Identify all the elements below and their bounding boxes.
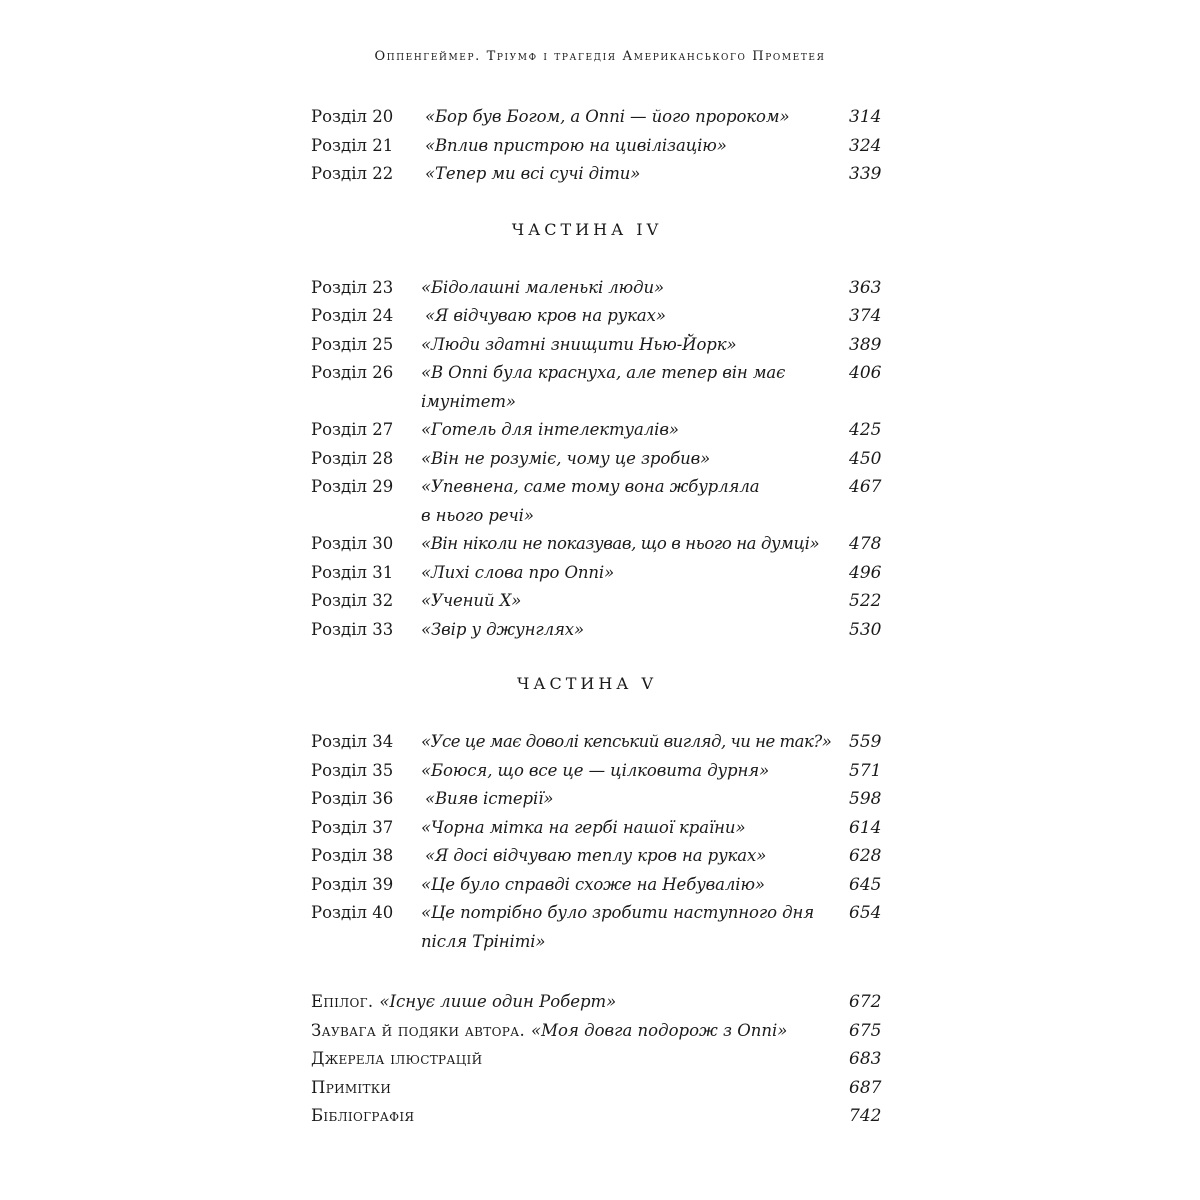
chapter-title: «Боюся, що все це — цілковита дурня» — [421, 760, 770, 780]
chapter-page: 478 — [849, 534, 882, 554]
toc-entry-chapter-25[interactable] — [311, 331, 891, 360]
toc-entry-chapter-39[interactable] — [311, 871, 891, 900]
toc-entry-chapter-24[interactable] — [311, 302, 891, 331]
running-head: Оппенгеймер. Тріумф і трагедія Американського Прометея — [374, 49, 826, 64]
chapter-page: 314 — [849, 107, 882, 127]
chapter-title: «Звір у джунглях» — [421, 619, 585, 639]
toc-entry-epilogue[interactable] — [311, 988, 891, 1017]
chapter-page: 571 — [849, 760, 882, 781]
back-matter-page: 687 — [849, 1077, 882, 1098]
part5-chapter-list — [311, 728, 891, 956]
chapter-title: «Бідолашні маленькі люди» — [421, 277, 664, 297]
chapter-page: 406 — [849, 363, 882, 383]
back-matter-page: 742 — [849, 1106, 882, 1126]
chapter-title: «В Оппі була краснуха, але тепер він має імунітет» — [421, 363, 786, 411]
chapter-label: Розділ 28 — [311, 448, 394, 468]
toc-entry-chapter-40[interactable] — [311, 899, 891, 956]
part-4-heading: ЧАСТИНА IV — [511, 219, 663, 239]
chapter-title: «Він ніколи не показував, що в нього на думці» — [421, 534, 820, 553]
back-matter-page: 672 — [849, 992, 882, 1012]
part-5-heading: ЧАСТИНА V — [516, 674, 658, 693]
chapter-page: 467 — [849, 477, 882, 497]
chapter-page: 654 — [849, 903, 882, 923]
chapter-title: «Вияв істерії» — [425, 789, 554, 808]
part4-chapter-list — [311, 274, 891, 645]
back-matter-list — [311, 988, 891, 1131]
toc-entry-chapter-26[interactable] — [311, 359, 891, 416]
chapter-page: 324 — [849, 135, 882, 156]
chapter-page: 522 — [849, 591, 882, 611]
chapter-label: Розділ 24 — [311, 306, 394, 325]
chapter-title: «Він не розуміє, чому це зробив» — [421, 448, 711, 468]
toc-entry-chapter-31[interactable] — [311, 559, 891, 588]
chapter-page: 614 — [849, 817, 882, 838]
back-matter-page: 675 — [849, 1020, 882, 1041]
chapter-page: 598 — [849, 789, 882, 809]
chapter-title: «Учений Х» — [421, 591, 522, 610]
chapter-title: «Люди здатні знищити Нью-Йорк» — [421, 334, 737, 354]
chapter-label: Розділ 38 — [311, 846, 394, 865]
toc-entry-chapter-33[interactable] — [311, 616, 891, 645]
toc-entry-chapter-20[interactable] — [311, 103, 891, 132]
toc-entry-bibliography[interactable] — [311, 1102, 891, 1131]
chapter-page: 374 — [849, 306, 882, 326]
chapter-title: «Лихі слова про Оппі» — [421, 562, 615, 582]
chapter-label: Розділ 20 — [311, 107, 394, 126]
spacer — [311, 956, 891, 988]
toc-entry-acknowledgements[interactable] — [311, 1017, 891, 1046]
chapter-label: Розділ 32 — [311, 591, 394, 610]
chapter-label: Розділ 26 — [311, 363, 394, 382]
toc-entry-chapter-27[interactable] — [311, 416, 891, 445]
chapter-page: 530 — [849, 619, 882, 640]
chapter-label: Розділ 40 — [311, 903, 394, 922]
chapter-label: Розділ 34 — [311, 732, 394, 751]
chapter-page: 628 — [849, 846, 882, 866]
chapter-label: Розділ 39 — [311, 874, 394, 894]
chapter-label: Розділ 33 — [311, 619, 394, 639]
toc-entry-chapter-34[interactable] — [311, 728, 891, 757]
chapter-page: 363 — [849, 277, 882, 298]
chapter-title: «Вплив пристрою на цивілізацію» — [425, 135, 727, 155]
toc-entry-chapter-29[interactable] — [311, 473, 891, 530]
chapter-title: «Усе це має доволі кепський вигляд, чи не так?» — [421, 732, 832, 751]
chapter-title: «Упевнена, саме тому вона жбурляла в нього речі» — [421, 477, 760, 525]
chapter-title: «Тепер ми всі сучі діти» — [425, 164, 641, 183]
back-matter-title: «Існує лише один Роберт» — [379, 992, 617, 1011]
back-matter-title: «Моя довга подорож з Оппі» — [531, 1020, 788, 1040]
toc-entry-chapter-28[interactable] — [311, 445, 891, 474]
chapter-title: «Це потрібно було зробити наступного дня після Трініті» — [421, 903, 815, 951]
toc-entry-chapter-36[interactable] — [311, 785, 891, 814]
chapter-label: Розділ 25 — [311, 334, 394, 354]
toc-entry-illustration-sources[interactable] — [311, 1045, 891, 1074]
chapter-label: Розділ 31 — [311, 562, 394, 582]
chapter-label: Розділ 35 — [311, 760, 394, 780]
back-matter-label: Заувага й подяки автора. — [311, 1020, 526, 1040]
chapter-title: «Я досі відчуваю теплу кров на руках» — [425, 846, 767, 865]
toc-entry-chapter-21[interactable] — [311, 132, 891, 161]
chapter-label: Розділ 29 — [311, 477, 394, 496]
chapter-title: «Готель для інтелектуалів» — [421, 420, 679, 439]
toc-entry-chapter-22[interactable] — [311, 160, 891, 189]
chapter-page: 559 — [849, 732, 882, 752]
toc-entry-notes[interactable] — [311, 1074, 891, 1103]
chapter-label: Розділ 21 — [311, 135, 394, 155]
part3-chapter-list — [311, 103, 891, 189]
back-matter-label: Джерела ілюстрацій — [311, 1049, 483, 1068]
chapter-title: «Бор був Богом, а Оппі — його пророком» — [425, 107, 790, 126]
chapter-title: «Я відчуваю кров на руках» — [425, 306, 666, 325]
chapter-title: «Це було справді схоже на Небувалію» — [421, 874, 765, 894]
chapter-label: Розділ 36 — [311, 789, 394, 808]
toc-entry-chapter-35[interactable] — [311, 757, 891, 786]
back-matter-page: 683 — [849, 1049, 882, 1069]
chapter-page: 450 — [849, 448, 882, 469]
table-of-contents — [311, 103, 891, 1131]
back-matter-label: Епілог. — [311, 992, 374, 1011]
chapter-page: 496 — [849, 562, 882, 583]
back-matter-label: Примітки — [311, 1077, 392, 1097]
chapter-label: Розділ 23 — [311, 277, 394, 297]
toc-entry-chapter-37[interactable] — [311, 814, 891, 843]
chapter-page: 339 — [849, 164, 882, 184]
chapter-label: Розділ 27 — [311, 420, 394, 439]
chapter-page: 389 — [849, 334, 882, 355]
toc-entry-chapter-38[interactable] — [311, 842, 891, 871]
toc-entry-chapter-32[interactable] — [311, 587, 891, 616]
chapter-label: Розділ 30 — [311, 534, 394, 553]
chapter-page: 425 — [849, 420, 882, 440]
toc-entry-chapter-30[interactable] — [311, 530, 891, 559]
chapter-page: 645 — [849, 874, 882, 895]
toc-entry-chapter-23[interactable] — [311, 274, 891, 303]
chapter-title: «Чорна мітка на гербі нашої країни» — [421, 817, 746, 837]
chapter-label: Розділ 37 — [311, 817, 394, 837]
chapter-label: Розділ 22 — [311, 164, 394, 183]
back-matter-label: Бібліографія — [311, 1106, 415, 1125]
